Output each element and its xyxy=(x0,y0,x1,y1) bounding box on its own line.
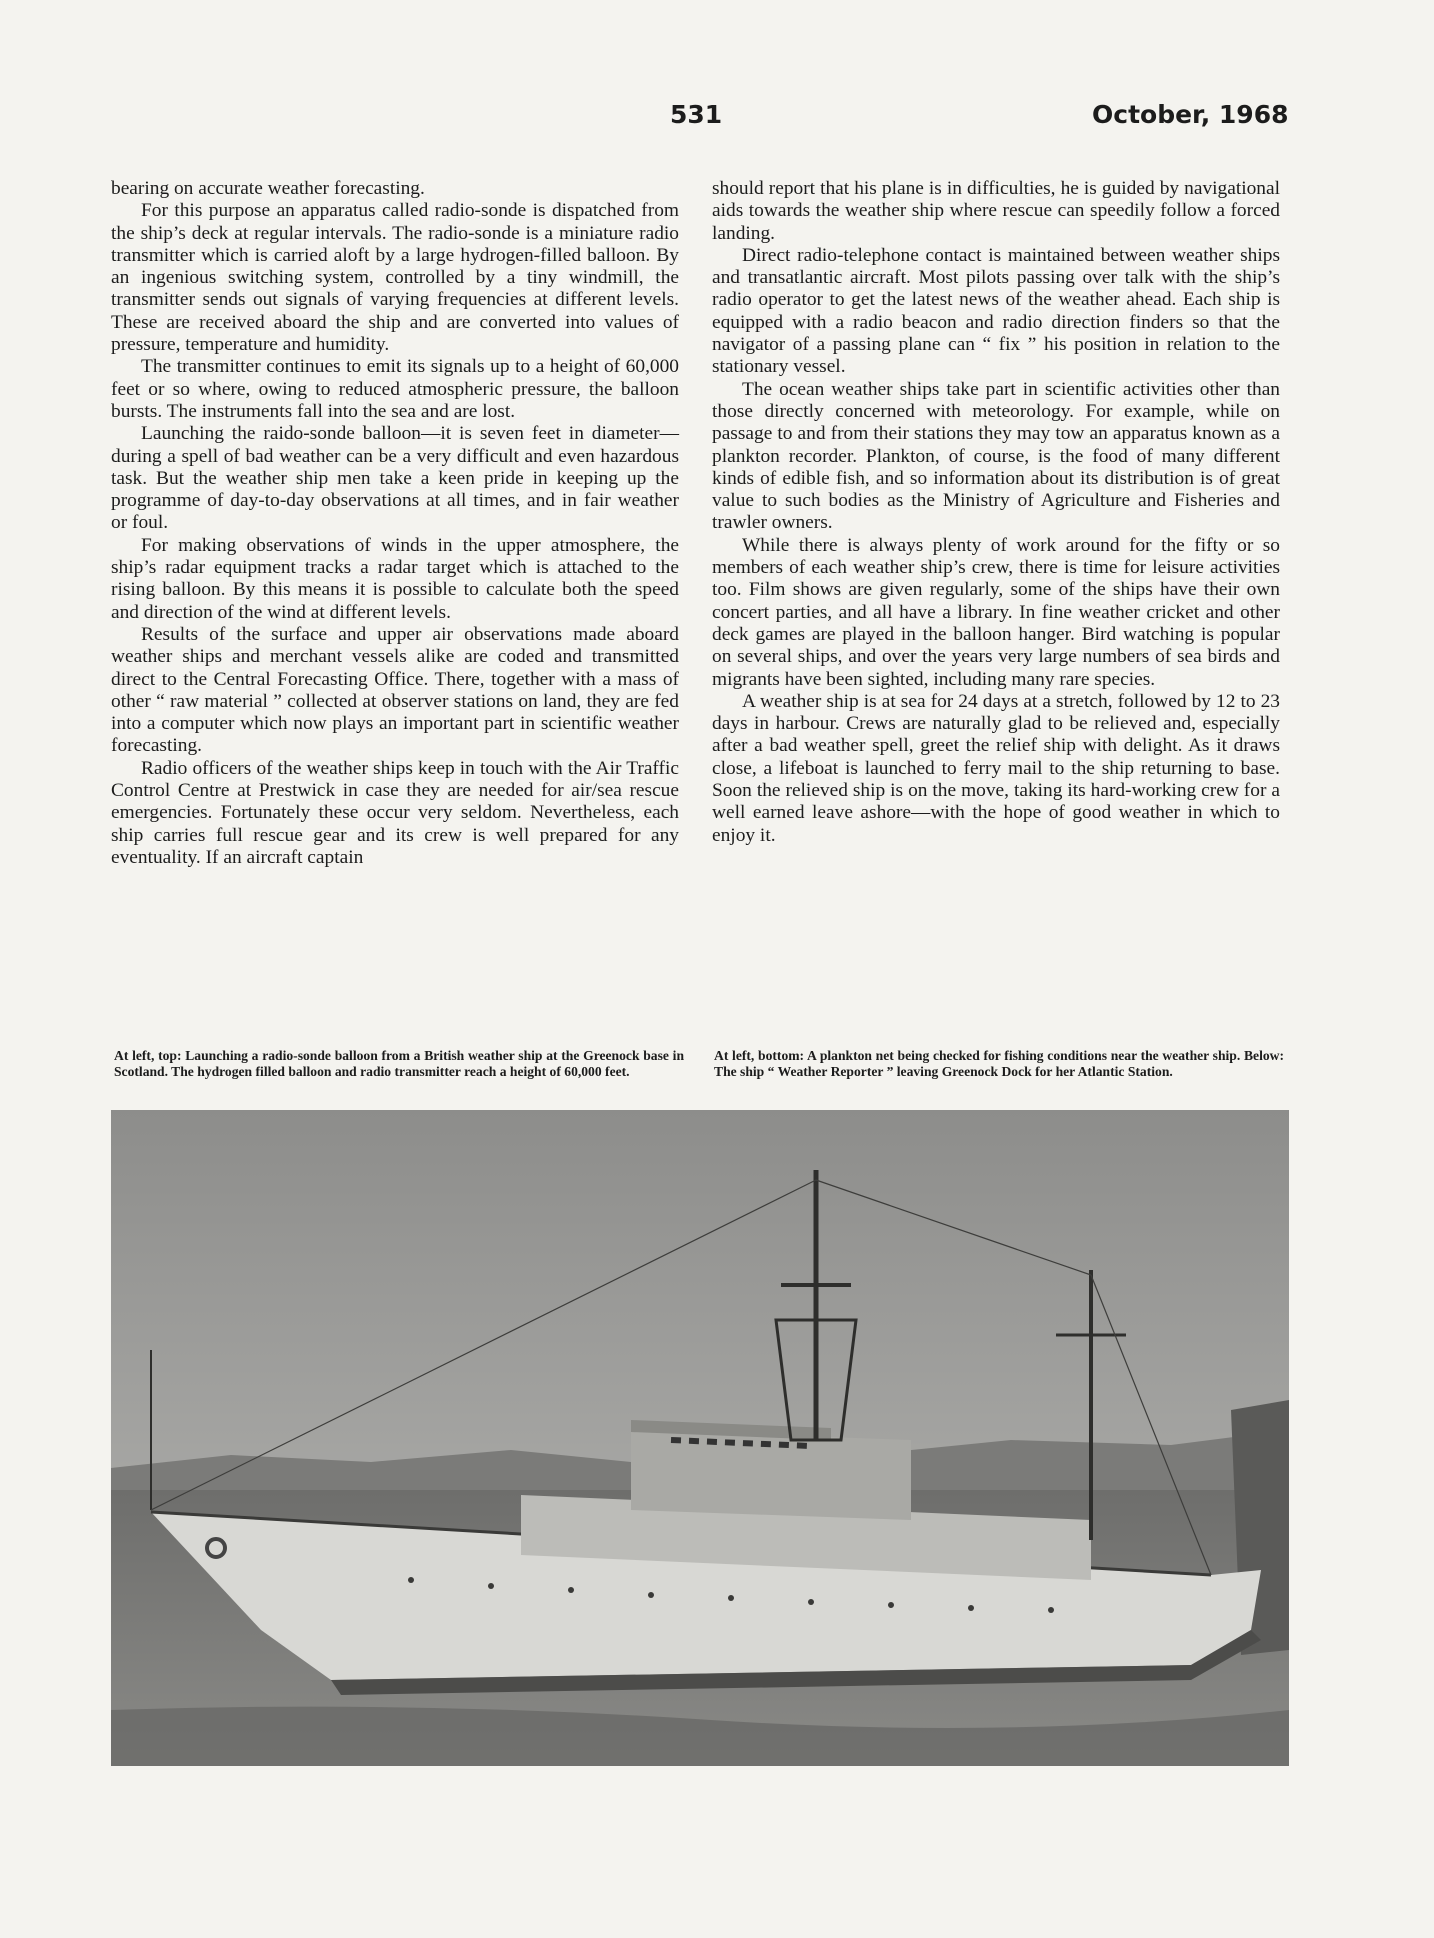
paragraph: The ocean weather ships take part in scientific activities other than those directly concerned with meteorology. For example, while on passage to and from their stations they may tow an apparatus known as a plankton recorder. Plankton, of course, is the food of many different kinds of edible fish, and so information about its distribution is of great value to such bodies as the Ministry of Agriculture and Fisheries and trawler owners. xyxy=(712,378,1280,534)
paragraph: should report that his plane is in difficulties, he is guided by navigational aids towards the weather ship where rescue can speedily follow a forced landing. xyxy=(712,178,1280,244)
page-number: 531 xyxy=(670,100,723,129)
photo-caption-left: At left, top: Launching a radio-sonde balloon from a British weather ship at the Greenock base in Scotland. The hydrogen filled balloon and radio transmitter reach a height of 60,000 feet. xyxy=(114,1048,684,1079)
paragraph: Direct radio-telephone contact is maintained between weather ships and transatlantic aircraft. Most pilots passing over talk with the ship’s radio operator to get the latest news of the weather ahead. Each ship is equipped with a radio beacon and radio direction finders so that the navigator of a passing plane can “ fix ” his position in relation to the stationary vessel. xyxy=(712,244,1280,378)
ship-photograph xyxy=(111,1110,1289,1766)
left-column xyxy=(111,178,679,869)
paragraph: A weather ship is at sea for 24 days at a stretch, followed by 12 to 23 days in harbour. Crews are naturally glad to be relieved and, especially after a bad weather spell, greet the relief ship with delight. As it draws close, a lifeboat is launched to ferry mail to the ship returning to base. Soon the relieved ship is on the move, taking its hard-working crew for a well earned leave ashore—with the hope of good weather in which to enjoy it. xyxy=(712,690,1280,846)
paragraph: While there is always plenty of work around for the fifty or so members of each weather ship’s crew, there is time for leisure activities too. Film shows are given regularly, some of the ships have their own concert parties, and all have a library. In fine weather cricket and other deck games are played in the balloon hanger. Bird watching is popular on several ships, and over the years very large numbers of sea birds and migrants have been sighted, including many rare species. xyxy=(712,534,1280,690)
paragraph: Results of the surface and upper air observations made aboard weather ships and merchant vessels alike are coded and transmitted direct to the Central Forecasting Office. There, together with a mass of other “ raw material ” collected at observer stations on land, they are fed into a computer which now plays an important part in scientific weather forecasting. xyxy=(111,623,679,757)
paragraph: For making observations of winds in the upper atmosphere, the ship’s radar equipment tracks a radar target which is attached to the rising balloon. By this means it is possible to calculate both the speed and direction of the wind at different levels. xyxy=(111,534,679,623)
right-column xyxy=(712,178,1280,847)
paragraph: Launching the raido-sonde balloon—it is seven feet in diameter—during a spell of bad weather can be a very difficult and even hazardous task. But the weather ship men take a keen pride in keeping up the programme of day-to-day observations at all times, and in fair weather or foul. xyxy=(111,423,679,534)
paragraph: The transmitter continues to emit its signals up to a height of 60,000 feet or so where, owing to reduced atmospheric pressure, the balloon bursts. The instruments fall into the sea and are lost. xyxy=(111,356,679,422)
photo-caption-right: At left, bottom: A plankton net being checked for fishing conditions near the weather ship. Below: The ship “ Weather Reporter ” leaving Greenock Dock for her Atlantic Station. xyxy=(714,1048,1284,1079)
issue-date: October, 1968 xyxy=(1092,100,1289,129)
paragraph: For this purpose an apparatus called radio-sonde is dispatched from the ship’s deck at regular intervals. The radio-sonde is a miniature radio transmitter which is carried aloft by a large hydrogen-filled balloon. By an ingenious switching system, controlled by a tiny windmill, the transmitter sends out signals of varying frequencies at different levels. These are received aboard the ship and are converted into values of pressure, temperature and humidity. xyxy=(111,200,679,356)
paragraph: bearing on accurate weather forecasting. xyxy=(111,178,425,199)
paragraph: Radio officers of the weather ships keep in touch with the Air Traffic Control Centre at Prestwick in case they are needed for air/sea rescue emergencies. Fortunately these occur very seldom. Nevertheless, each ship carries full rescue gear and its crew is well prepared for any eventuality. If an aircraft captain xyxy=(111,757,679,868)
